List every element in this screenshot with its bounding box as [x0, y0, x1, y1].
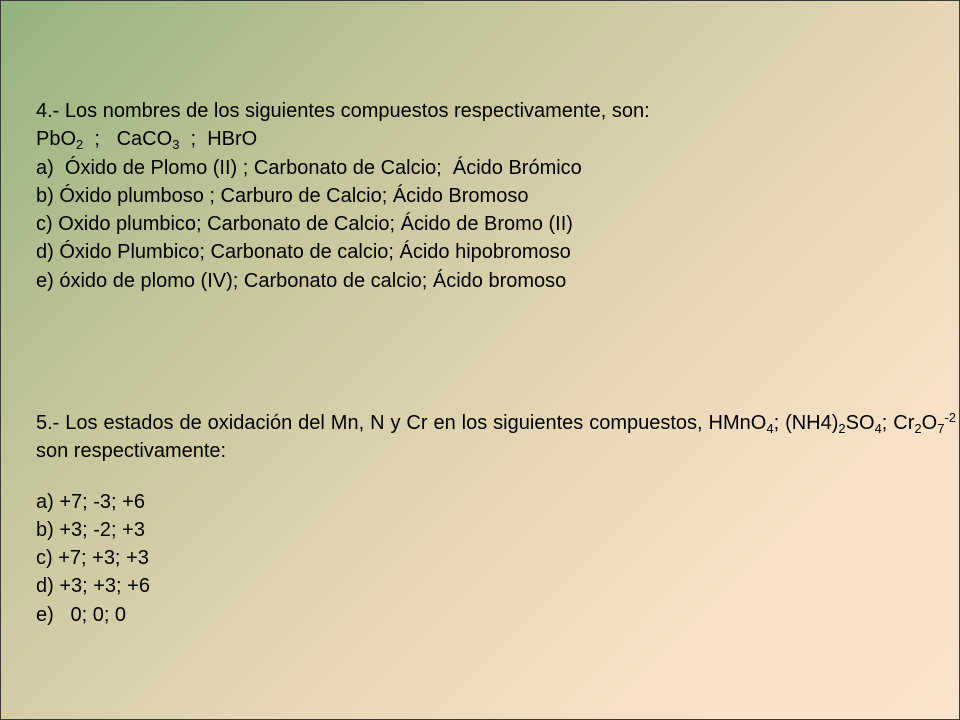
question-4-option-c: c) Oxido plumbico; Carbonato de Calcio; Ácido de Bromo (II) — [36, 213, 573, 236]
question-4-option-a: a) Óxido de Plomo (II) ; Carbonato de Calcio; Ácido Brómico — [36, 156, 582, 179]
question-5-option-b: b) +3; -2; +3 — [36, 518, 145, 541]
formula-pbo2: PbO$_2$ — [36, 128, 84, 153]
question-5-option-c: c) +7; +3; +3 — [36, 547, 149, 570]
question-4-option-b: b) Óxido plumboso ; Carburo de Calcio; Ácido Bromoso — [36, 184, 529, 207]
spacer — [36, 466, 956, 488]
formula-caco3: CaCO$_3$ — [116, 128, 180, 153]
formula-hbro: HBrO — [207, 128, 258, 151]
question-4-option-e: e) óxido de plomo (IV); Carbonato de calcio; Ácido bromoso — [36, 269, 567, 292]
question-4 — [36, 97, 956, 295]
question-5-option-e: e) 0; 0; 0 — [36, 603, 127, 626]
question-5-prompt: 5.- Los estados de oxidación del Mn, N y Cr en los siguientes compuestos, HMnO$_4$; $(NH4)_2SO_4$; $Cr_2O_7^{-2}$ son respectivamente: — [36, 410, 957, 463]
question-5-option-a: a) +7; -3; +6 — [36, 490, 145, 513]
question-4-prompt: 4.- Los nombres de los siguientes compuestos respectivamente, son: — [36, 100, 650, 122]
question-4-formulas: PbO$_2$ ; CaCO$_3$ ; HBrO — [36, 128, 258, 153]
question-5 — [36, 409, 956, 629]
question-5-option-d: d) +3; +3; +6 — [36, 575, 150, 598]
question-4-option-d: d) Óxido Plumbico; Carbonato de calcio; Ácido hipobromoso — [36, 241, 571, 264]
